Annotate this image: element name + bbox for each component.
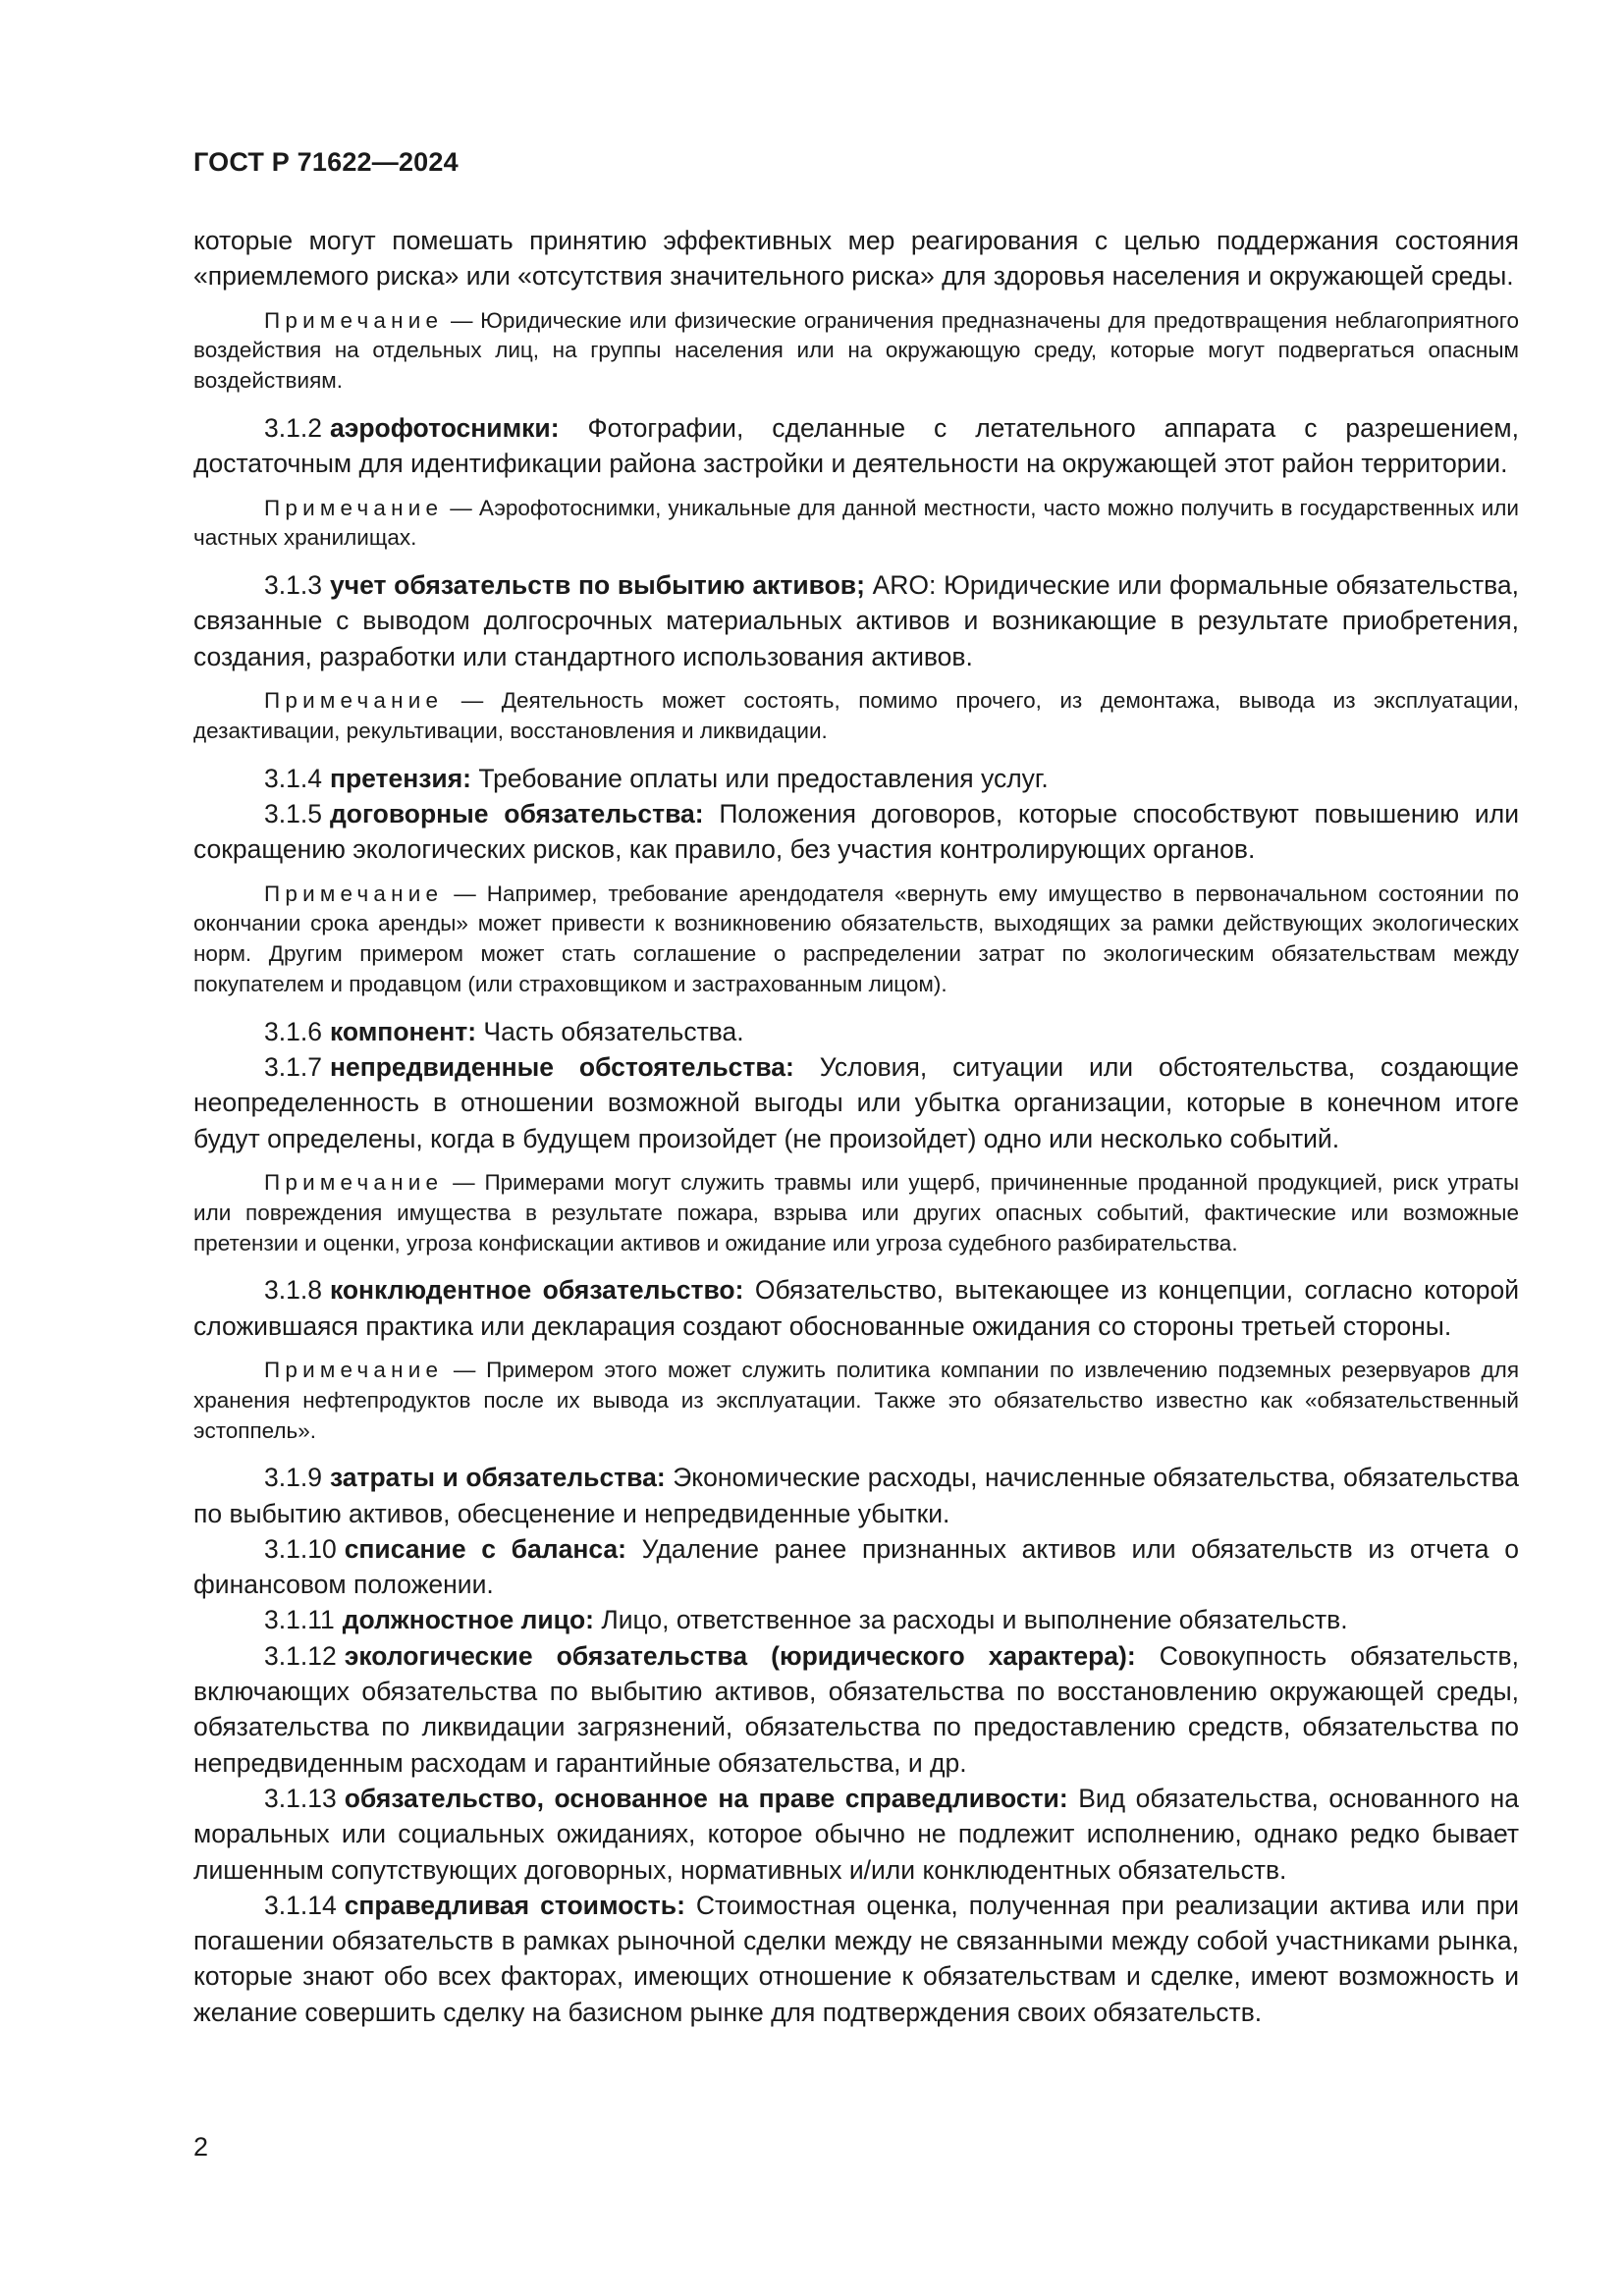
entry-number: 3.1.5 <box>264 798 322 828</box>
note-text: — Например, требование арендодателя «вернуть ему имущество в первоначальном состоянии по окончании срока аренды» может привести к возникновению обязательств, выходящих за рамки действующих экологических норм. Другим примером может стать соглашение о распределении затрат по экологическим обязательствам между покупателем и продавцом (или страховщиком и застрахованным лицом). <box>193 881 1519 996</box>
entry-definition: Стоимостная оценка, полученная при реализации актива или при погашении обязательств в рамках рыночной сделки между не связанными между собой участниками рынка, которые знают обо всех факторах, имеющих отношение к обязательствам и сделке, имеют возможность и желание совершить сделку на базисном рынке для подтверждения своих обязательств. <box>193 1890 1519 2027</box>
note-text: — Примером этого может служить политика компании по извлечению подземных резервуаров для хранения нефтепродуктов после их вывода из эксплуатации. Также это обязательство известно как «обязательственный эстоппель». <box>193 1357 1519 1443</box>
entry-definition: Фотографии, сделанные с летательного аппарата с разрешением, достаточным для идентификации района застройки и деятельности на окружающей этот район территории. <box>193 412 1519 479</box>
entry-definition: Требование оплаты или предоставления услуг. <box>471 763 1049 793</box>
entry-definition: Часть обязательства. <box>476 1016 744 1046</box>
entry-definition: Лицо, ответственное за расходы и выполнение обязательств. <box>593 1605 1348 1635</box>
entry-term: претензия: <box>329 763 472 793</box>
entry-term: аэрофотоснимки: <box>329 412 560 443</box>
entry-term: компонент: <box>329 1016 477 1046</box>
entry-term: учет обязательств по выбытию активов; <box>329 570 865 601</box>
entry-number: 3.1.10 <box>264 1533 337 1564</box>
note-text: — Примерами могут служить травмы или ущерб, причиненные проданной продукцией, риск утраты или повреждения имущества в результате пожара, взрыва или других опасных событий, фактические или возможные претензии и оценки, угроза конфискации активов и ожидание или угроза судебного разбирательства. <box>193 1169 1519 1255</box>
note-2 <box>193 494 1519 555</box>
entry-3-1-12 <box>193 1638 1519 1781</box>
entry-3-1-5 <box>193 796 1519 868</box>
entry-3-1-2 <box>193 410 1519 482</box>
note-label: Примечание <box>264 1357 444 1382</box>
document-body <box>193 223 1519 2030</box>
entry-definition: Экономические расходы, начисленные обязательства, обязательства по выбытию активов, обесценение и непредвиденные убытки. <box>193 1463 1519 1528</box>
entry-number: 3.1.4 <box>264 763 322 793</box>
note-6 <box>193 1356 1519 1446</box>
entry-3-1-11 <box>193 1602 1519 1637</box>
entry-number: 3.1.9 <box>264 1463 322 1493</box>
entry-3-1-7 <box>193 1049 1519 1156</box>
entry-definition: Положения договоров, которые способствуют повышению или сокращению экологических рисков, как правило, без участия контролирующих органов. <box>193 798 1520 865</box>
note-label: Примечание <box>264 688 444 714</box>
entry-3-1-4 <box>193 761 1519 796</box>
entry-definition: Совокупность обязательств, включающих обязательства по выбытию активов, обязательства по восстановлению окружающей среды, обязательства по ликвидации загрязнений, обязательства по предоставлению средств, обязательства по непредвиденным расходам и гарантийные обязательства, и др. <box>193 1640 1519 1778</box>
note-text: — Юридические или физические ограничения предназначены для предотвращения неблагоприятного воздействия на отдельных лиц, на группы населения или на окружающую среду, которые могут подвергаться опасным воздействиям. <box>193 307 1519 394</box>
entry-3-1-8 <box>193 1272 1519 1344</box>
note-label: Примечание <box>264 881 444 906</box>
entry-term: экологические обязательства (юридического характера): <box>344 1640 1136 1671</box>
entry-number: 3.1.3 <box>264 570 322 601</box>
note-text: — Деятельность может состоять, помимо прочего, из демонтажа, вывода из эксплуатации, дезактивации, рекультивации, восстановления и ликвидации. <box>193 688 1519 743</box>
entry-3-1-9 <box>193 1460 1519 1531</box>
entry-definition: Удаление ранее признанных активов или обязательств из отчета о финансовом положении. <box>193 1533 1519 1600</box>
note-4 <box>193 880 1519 1000</box>
note-label: Примечание <box>264 495 444 520</box>
entry-definition: Вид обязательства, основанного на моральных или социальных ожиданиях, которое обычно не подлежит исполнению, однако редко бывает лишенным сопутствующих договорных, нормативных и/или конклюдентных обязательств. <box>193 1783 1519 1885</box>
entry-number: 3.1.6 <box>264 1016 322 1046</box>
entry-number: 3.1.7 <box>264 1052 322 1083</box>
entry-3-1-3 <box>193 567 1519 674</box>
entry-number: 3.1.2 <box>264 412 322 443</box>
entry-number: 3.1.13 <box>264 1783 337 1813</box>
entry-number: 3.1.14 <box>264 1890 337 1920</box>
entry-definition: Условия, ситуации или обстоятельства, создающие неопределенность в отношении возможной выгоды или убытка организации, которые в конечном итоге будут определены, когда в будущем произойдет (не произойдет) одно или несколько событий. <box>193 1052 1519 1153</box>
entry-definition: ARO: Юридические или формальные обязательства, связанные с выводом долгосрочных материальных активов и возникающие в результате приобретения, создания, разработки или стандартного использования активов. <box>193 570 1519 671</box>
note-label: Примечание <box>264 1169 444 1195</box>
entry-term: справедливая стоимость: <box>344 1890 685 1920</box>
note-1 <box>193 306 1519 397</box>
entry-3-1-10 <box>193 1531 1519 1603</box>
note-5 <box>193 1168 1519 1258</box>
entry-term: должностное лицо: <box>342 1605 594 1635</box>
note-label: Примечание <box>264 307 444 333</box>
document-header: ГОСТ Р 71622—2024 <box>193 147 459 177</box>
entry-number: 3.1.8 <box>264 1275 322 1306</box>
entry-term: обязательство, основанное на праве справедливости: <box>344 1783 1068 1813</box>
entry-definition: Обязательство, вытекающее из концепции, согласно которой сложившаяся практика или декларация создают обоснованные ожидания со стороны третьей стороны. <box>193 1275 1519 1341</box>
entry-term: списание с баланса: <box>344 1533 626 1564</box>
entry-term: конклюдентное обязательство: <box>329 1275 744 1306</box>
entry-number: 3.1.11 <box>264 1605 335 1635</box>
entry-3-1-6 <box>193 1014 1519 1049</box>
entry-term: затраты и обязательства: <box>329 1463 666 1493</box>
entry-3-1-14 <box>193 1888 1519 2030</box>
page-number: 2 <box>193 2132 209 2162</box>
intro-paragraph: которые могут помешать принятию эффективных мер реагирования с целью поддержания состояния «приемлемого риска» или «отсутствия значительного риска» для здоровья населения и окружающей среды. <box>193 226 1519 292</box>
entry-term: непредвиденные обстоятельства: <box>329 1052 794 1083</box>
entry-number: 3.1.12 <box>264 1640 337 1671</box>
entry-3-1-13 <box>193 1781 1519 1888</box>
note-3 <box>193 686 1519 747</box>
entry-term: договорные обязательства: <box>329 798 704 828</box>
note-text: — Аэрофотоснимки, уникальные для данной местности, часто можно получить в государственных или частных хранилищах. <box>193 495 1519 551</box>
